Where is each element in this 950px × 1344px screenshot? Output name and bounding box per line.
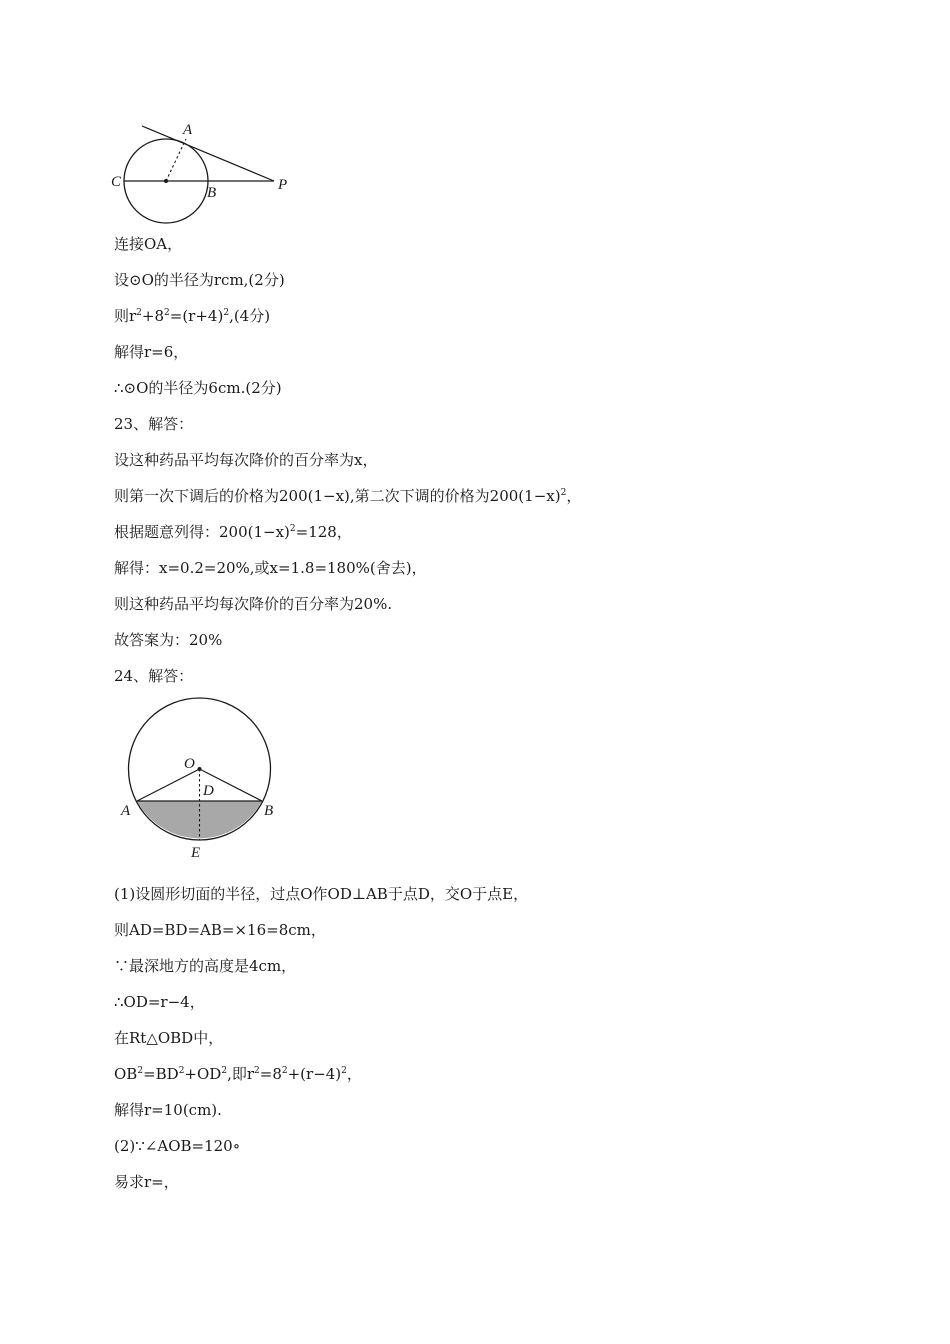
eq-part: =8 xyxy=(259,1065,282,1083)
text-line-16: ∵最深地方的高度是4cm， xyxy=(114,957,297,975)
center-point-o xyxy=(198,767,202,771)
superscript: 2 xyxy=(254,1066,260,1076)
label-e: E xyxy=(191,845,201,861)
label-b: B xyxy=(264,803,274,819)
label-a: A xyxy=(183,122,193,138)
text-line-21: (2)∵∠AOB=120∘ xyxy=(114,1137,241,1155)
superscript: 2 xyxy=(289,524,296,534)
label-c: C xyxy=(111,174,122,190)
superscript: 2 xyxy=(560,488,567,498)
text-line-9 xyxy=(114,522,352,542)
superscript: 2 xyxy=(221,1066,228,1076)
text-line-12: 故答案为：20% xyxy=(114,631,223,649)
label-b: B xyxy=(207,185,217,201)
tangent-line-pa xyxy=(142,126,274,181)
eq-part: 则第一次下调后的价格为200(1−x),第二次下调的价格为200(1−x) xyxy=(114,487,561,505)
radius-oa xyxy=(137,769,200,801)
text-line-11: 则这种药品平均每次降价的百分率为20%. xyxy=(114,595,393,613)
superscript: 2 xyxy=(281,1066,288,1076)
text-line-20: 解得r=10(cm). xyxy=(114,1101,222,1119)
chord-circle-svg xyxy=(112,696,288,862)
text-line-10: 解得：x=0.2=20%,或x=1.8=180%(舍去)， xyxy=(114,559,427,577)
eq-part: 根据题意列得：200(1−x) xyxy=(114,523,290,541)
text-line-3 xyxy=(114,306,270,326)
text-line-2: 设⊙O的半径为rcm,(2分) xyxy=(114,271,285,289)
text-line-1: 连接OA， xyxy=(114,235,183,253)
eq-part: OB xyxy=(114,1065,138,1083)
eq-part: 则r xyxy=(114,307,137,325)
text-line-13: 24、解答： xyxy=(114,667,194,685)
text-line-15: 则AD=BD=AB=×16=8cm， xyxy=(114,921,326,939)
text-line-6: 23、解答： xyxy=(114,415,194,433)
center-point-o xyxy=(164,179,168,183)
text-line-4: 解得r=6， xyxy=(114,343,189,361)
superscript: 2 xyxy=(341,1066,347,1076)
superscript: 2 xyxy=(178,1066,185,1076)
superscript: 2 xyxy=(164,308,170,318)
label-a: A xyxy=(121,803,131,819)
text-line-5: ∴⊙O的半径为6cm.(2分) xyxy=(114,379,282,397)
eq-part: ,(4分) xyxy=(229,307,271,325)
superscript: 2 xyxy=(137,1066,144,1076)
text-line-17: ∴OD=r−4， xyxy=(114,993,205,1011)
text-line-8 xyxy=(114,486,581,506)
superscript: 2 xyxy=(136,308,142,318)
eq-part: +OD xyxy=(184,1065,222,1083)
text-line-14: (1)设圆形切面的半径，过点O作OD⊥AB于点D，交O于点E， xyxy=(114,885,529,903)
eq-part: =128， xyxy=(295,523,352,541)
text-line-7: 设这种药品平均每次降价的百分率为x， xyxy=(114,451,378,469)
tangent-circle-svg xyxy=(108,118,298,230)
radius-oa-dashed xyxy=(166,139,186,181)
tangent-circle-figure xyxy=(108,118,298,230)
text-line-22: 易求r=， xyxy=(114,1173,179,1191)
text-line-19 xyxy=(114,1064,362,1084)
label-d: D xyxy=(203,783,214,799)
eq-part: ， xyxy=(566,487,582,505)
text-line-18: 在Rt△OBD中， xyxy=(114,1029,224,1047)
eq-part: +8 xyxy=(141,307,165,325)
superscript: 2 xyxy=(223,308,230,318)
eq-part: ,即r xyxy=(227,1065,255,1083)
eq-part: ， xyxy=(346,1065,362,1083)
label-p: P xyxy=(278,177,288,193)
eq-part: =BD xyxy=(143,1065,179,1083)
eq-part: +(r−4) xyxy=(287,1065,342,1083)
label-o: O xyxy=(184,756,195,772)
chord-circle-figure xyxy=(112,696,288,862)
eq-part: =(r+4) xyxy=(169,307,224,325)
